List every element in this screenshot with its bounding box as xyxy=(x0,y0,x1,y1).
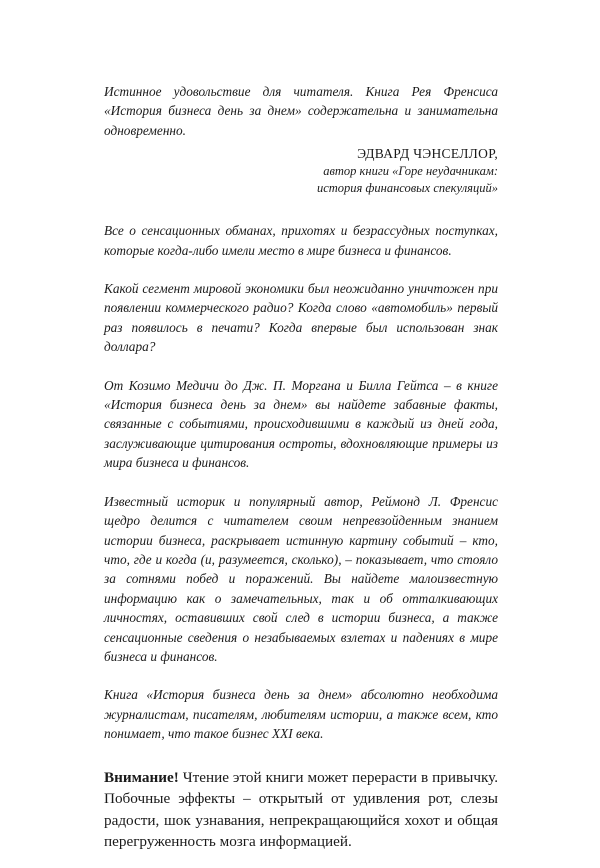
author-description-line-1: автор книги «Горе неудачникам: xyxy=(323,164,498,179)
author-description-line-2: история финансовых спекуляций» xyxy=(316,181,498,196)
warning-text: Чтение этой книги может перерасти в привычку. Побочные эффекты – открытый от удивления рот, слезы радости, шок узнавания, непрекращающийся хохот и общая перегруженность мозга информацией. xyxy=(104,768,498,851)
quote-attribution xyxy=(104,145,498,197)
paragraph-5: Книга «История бизнеса день за днем» абсолютно необходима журналистам, писателям, любителям истории, а также всем, кто понимает, что такое бизнес XXI века. xyxy=(104,687,498,742)
endorsement-quote: Истинное удовольствие для читателя. Книга Рея Френсиса «История бизнеса день за днем» содержательна и занимательна одновременно. xyxy=(104,84,498,138)
paragraph-4: Известный историк и популярный автор, Реймонд Л. Френсис щедро делится с читателем своим непревзойденным знанием истории бизнеса, раскрывает истинную картину событий – кто, что, где и когда (и, разумеется, сколько), – показывает, что стояло за сотнями побед и поражений. Вы найдете малоизвестную информацию как о замечательных, так и об отталкивающих личностях, оставивших свой след в истории бизнеса, а также сенсационные сведения о незабываемых взлетах и падениях в мире бизнеса и финансов. xyxy=(104,493,498,664)
paragraph-1: Все о сенсационных обманах, прихотях и безрассудных поступках, которые когда-либо имели место в мире бизнеса и финансов. xyxy=(104,223,498,258)
quote-author: ЭДВАРД ЧЭНСЕЛЛОР, xyxy=(357,146,498,162)
paragraph-2: Какой сегмент мировой экономики был неожиданно уничтожен при появлении коммерческого радио? Когда слово «автомобиль» первый раз появилось в печати? Когда впервые был использован знак доллара? xyxy=(104,281,498,355)
paragraph-3: От Козимо Медичи до Дж. П. Моргана и Билла Гейтса – в книге «История бизнеса день за днем» вы найдете забавные факты, связанные с событиями, происходившими в каждый из дней года, заслуживающие цитирования остроты, вдохновляющие примеры из мира бизнеса и финансов. xyxy=(104,377,498,471)
warning-label: Внимание! xyxy=(104,768,179,786)
warning-paragraph xyxy=(104,767,498,853)
quote-block xyxy=(104,82,498,197)
